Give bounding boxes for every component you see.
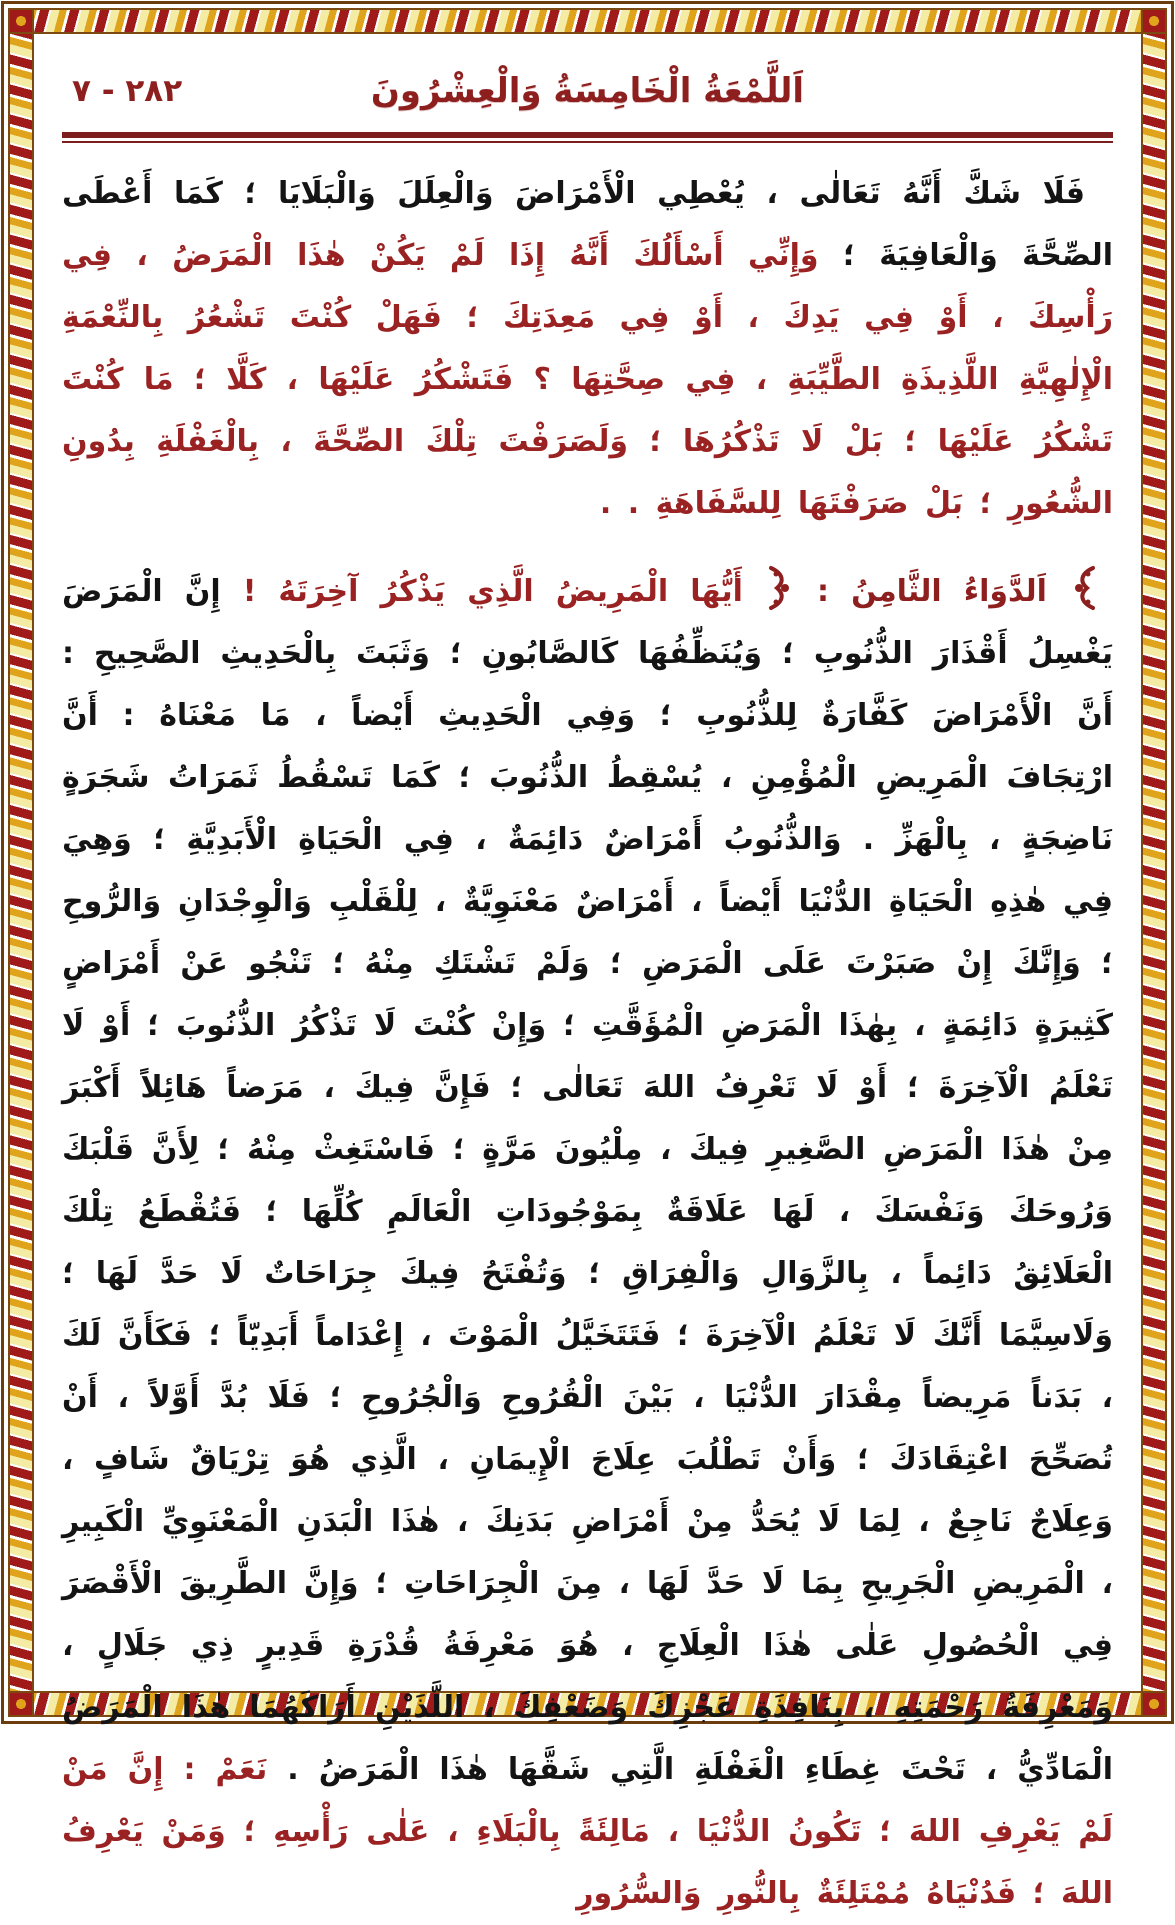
paragraph-eighth-remedy	[62, 561, 1113, 1925]
frame-corner-ornament	[8, 1691, 34, 1717]
page-header	[62, 52, 1113, 130]
frame-corner-ornament	[1141, 8, 1167, 34]
ornament-close-icon	[767, 565, 793, 611]
frame-band-right	[1141, 8, 1167, 1717]
frame-band-top	[8, 8, 1167, 34]
page-number: ٢٨٢ - ٧	[72, 73, 183, 109]
remedy-address: أَيُّهَا الْمَرِيضُ الَّذِي يَذْكُرُ آخِرَتَهُ !	[242, 574, 743, 609]
body-text	[62, 163, 1113, 1925]
frame-corner-ornament	[1141, 1691, 1167, 1717]
frame-corner-ornament	[8, 8, 34, 34]
page-content	[62, 42, 1114, 1911]
paragraph-lead-black: فَلَا شَكَّ أَنَّهُ تَعَالٰى ، يُعْطِي الْأَمْرَاضَ وَالْعِلَلَ وَالْبَلَايَا ؛ كَمَا أَعْطَى الصِّحَّةَ وَالْعَافِيَةَ ؛	[62, 176, 1113, 273]
paragraph-body-red: وَإِنِّي أَسْأَلُكَ أَنَّهُ إِذَا لَمْ يَكُنْ هٰذَا الْمَرَضُ ، فِي رَأْسِكَ ، أَوْ فِي يَدِكَ ، أَوْ فِي مَعِدَتِكَ ؛ فَهَلْ كُنْتَ تَشْعُرُ بِالنِّعْمَةِ الْإِلٰهِيَّةِ اللَّذِيذَةِ الطَّيِّبَةِ ، فِي صِحَّتِهَا ؟ فَتَشْكُرُ عَلَيْهَا ، كَلَّا ؛ مَا كُنْتَ تَشْكُرُ عَلَيْهَا ؛ بَلْ لَا تَذْكُرُهَا ؛ وَلَصَرَفْتَ تِلْكَ الصِّحَّةَ ، بِالْغَفْلَةِ بِدُونِ الشُّعُورِ ؛ بَلْ صَرَفْتَهَا لِلسَّفَاهَةِ . .	[62, 238, 1113, 521]
paragraph-health-gratitude	[62, 163, 1113, 535]
page-title: اَللَّمْعَةُ الْخَامِسَةُ وَالْعِشْرُونَ	[370, 71, 805, 111]
remedy-body-black: إِنَّ الْمَرَضَ يَغْسِلُ أَقْذَارَ الذُّنُوبِ ؛ وَيُنَظِّفُهَا كَالصَّابُونِ ؛ وَثَبَتَ بِالْحَدِيثِ الصَّحِيحِ : أَنَّ الْأَمْرَاضَ كَفَّارَةٌ لِلذُّنُوبِ ؛ وَفِي الْحَدِيثِ أَيْضاً ، مَا مَعْنَاهُ : أَنَّ ارْتِجَافَ الْمَرِيضِ الْمُؤْمِنِ ، يُسْقِطُ الذُّنُوبَ ؛ كَمَا تَسْقُطُ ثَمَرَاتُ شَجَرَةٍ نَاضِجَةٍ ، بِالْهَزِّ . وَالذُّنُوبُ أَمْرَاضٌ دَائِمَةٌ ، فِي الْحَيَاةِ الْأَبَدِيَّةِ ؛ وَهِيَ فِي هٰذِهِ الْحَيَاةِ الدُّنْيَا أَيْضاً ، أَمْرَاضٌ مَعْنَوِيَّةٌ ، لِلْقَلْبِ وَالْوِجْدَانِ وَالرُّوحِ ؛ وَإِنَّكَ إِنْ صَبَرْتَ عَلَى الْمَرَضِ ؛ وَلَمْ تَشْتَكِ مِنْهُ ؛ تَنْجُو عَنْ أَمْرَاضٍ كَثِيرَةٍ دَائِمَةٍ ، بِهٰذَا الْمَرَضِ الْمُؤَقَّتِ ؛ وَإِنْ كُنْتَ لَا تَذْكُرُ الذُّنُوبَ ؛ أَوْ لَا تَعْلَمُ الْآخِرَةَ ؛ أَوْ لَا تَعْرِفُ اللهَ تَعَالٰى ؛ فَإِنَّ فِيكَ ، مَرَضاً هَائِلاً أَكْبَرَ مِنْ هٰذَا الْمَرَضِ الصَّغِيرِ فِيكَ ، مِلْيُونَ مَرَّةٍ ؛ فَاسْتَغِثْ مِنْهُ ؛ لِأَنَّ قَلْبَكَ وَرُوحَكَ وَنَفْسَكَ ، لَهَا عَلَاقَةٌ بِمَوْجُودَاتِ الْعَالَمِ كُلِّهَا ؛ فَتُقْطَعُ تِلْكَ الْعَلَائِقُ دَائِماً ، بِالزَّوَالِ وَالْفِرَاقِ ؛ وَتُفْتَحُ فِيكَ جِرَاحَاتٌ لَا حَدَّ لَهَا ؛ وَلَاسِيَّمَا أَنَّكَ لَا تَعْلَمُ الْآخِرَةَ ؛ فَتَتَخَيَّلُ الْمَوْتَ ، إِعْدَاماً أَبَدِيّاً ؛ فَكَأَنَّ لَكَ ، بَدَناً مَرِيضاً مِقْدَارَ الدُّنْيَا ، بَيْنَ الْقُرُوحِ وَالْجُرُوحِ ؛ فَلَا بُدَّ أَوَّلاً ، أَنْ تُصَحِّحَ اعْتِقَادَكَ ؛ وَأَنْ تَطْلُبَ عِلَاجَ الْإِيمَانِ ، الَّذِي هُوَ تِرْيَاقٌ شَافٍ ، وَعِلَاجٌ نَاجِعٌ ، لِمَا لَا يُحَدُّ مِنْ أَمْرَاضِ بَدَنِكَ ، هٰذَا الْبَدَنِ الْمَعْنَوِيِّ الْكَبِيرِ ، الْمَرِيضِ الْجَرِيحِ بِمَا لَا حَدَّ لَهَا ، مِنَ الْجِرَاحَاتِ ؛ وَإِنَّ الطَّرِيقَ الْأَقْصَرَ فِي الْحُصُولِ عَلٰى هٰذَا الْعِلَاجِ ، هُوَ مَعْرِفَةُ قُدْرَةِ قَدِيرٍ ذِي جَلَالٍ ، وَمَعْرِفَةُ رَحْمَتِهِ ، بِنَافِذَةِ عَجْزِكَ وَضَعْفِكَ ، اللَّذَيْنِ أَرَاكَهُمَا هٰذَا الْمَرَضُ الْمَادِّيُّ ، تَحْتَ غِطَاءِ الْغَفْلَةِ الَّتِي شَقَّهَا هٰذَا الْمَرَضُ .	[62, 574, 1114, 1787]
remedy-closing-red: نَعَمْ : إِنَّ مَنْ لَمْ يَعْرِفِ اللهَ ؛ تَكُونُ الدُّنْيَا ، مَالِئَةً بِالْبَلَاءِ ، عَلٰى رَأْسِهِ ؛ وَمَنْ يَعْرِفُ اللهَ ؛ فَدُنْيَاهُ مُمْتَلِئَةٌ بِالنُّورِ وَالسُّرُورِ	[62, 1752, 1113, 1911]
remedy-heading: اَلدَّوَاءُ الثَّامِنُ :	[817, 574, 1047, 609]
ornament-open-icon	[1071, 565, 1097, 611]
header-rule	[62, 132, 1113, 143]
frame-band-left	[8, 8, 34, 1717]
